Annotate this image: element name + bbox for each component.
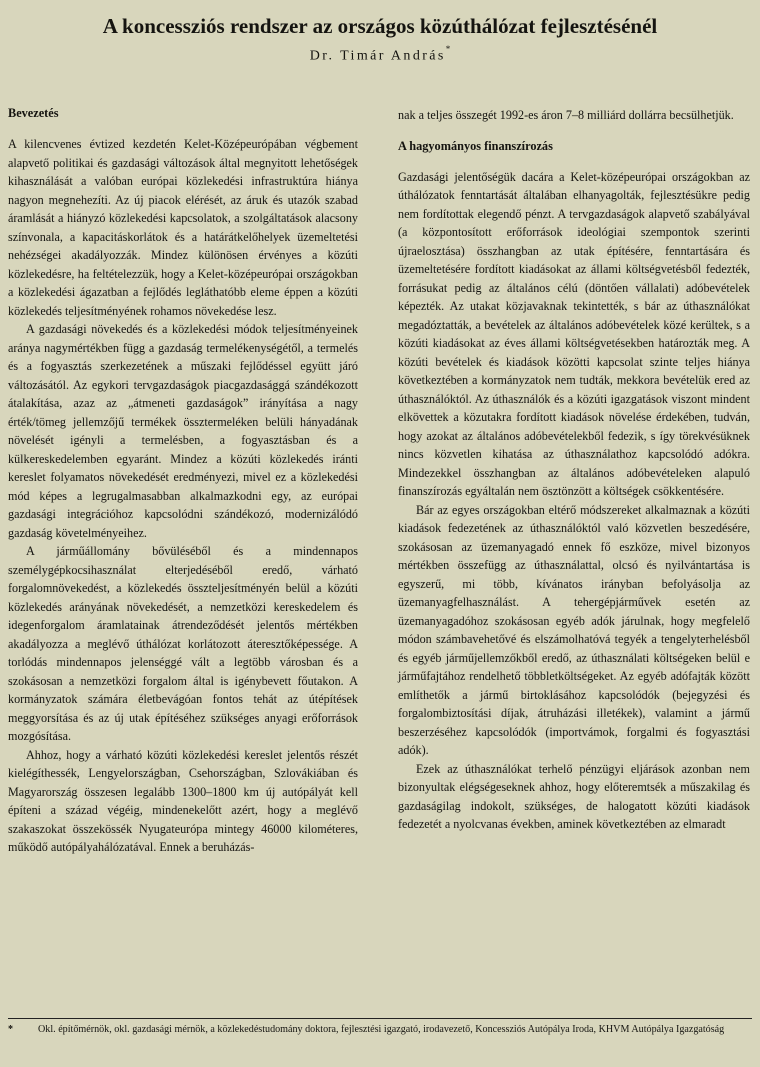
footnote-text: Okl. építőmérnök, okl. gazdasági mérnök, a közlekedéstudomány doktora, fejlesztési igazgató, irodavezető, Koncessziós Autópálya Iroda, KHVM Autópálya Igazgatóság xyxy=(38,1024,725,1035)
paragraph: A kilencvenes évtized kezdetén Kelet-Középeurópában végbement alapvető politikai és gazdasági változások által megnyitott lehetőségek kihasználását a valóban európai közlekedési infrastruktúra hiánya nagyon megnehezíti. Az új piacok elérését, az áruk és utazók szabad áramlását a hiányzó közlekedési kapcsolatok, a szolgáltatások alacsony színvonala, a kapacitáskorlátok és a határátkelőhelyek üzemeltetési nehézségei akadályozzák. Mindez különösen érvényes a közúti közlekedésre, ha feltételezzük, hogy a Kelet-középeurópai országokban a közlekedési ágazatban a fejlődés legláthatóbb eleme éppen a közúti közlekedés teljesítményének rohamos növekedése lesz. xyxy=(8,137,358,318)
paragraph: A gazdasági növekedés és a közlekedési módok teljesítményeinek aránya nagymértékben függ a gazdaság termelékenységétől, a termelés és a fogyasztás szerkezetének a műszaki fejlődéssel együtt járó változásától. Az egykori tervgazdaságok piacgazdasággá szándékozott átalakítása, azaz az „átmeneti gazdaságok” irányítása a nagy érték/tömeg jellemzőjű termékek össztermeléken belüli hányadának növelését igényli a termelésben, a fogyasztásban és a külkereskedelemben egyaránt. Mindez a közúti közlekedés iránti kereslet folyamatos növekedését eredményezi, mivel ez a közlekedési mód képes a legrugalmasabban alkalmazkodni egy, az európai gazdasági integrációhoz kapcsolódni szándékozó, modernizálódó gazdaság követelményeihez. xyxy=(8,322,358,540)
paragraph: Bár az egyes országokban eltérő módszereket alkalmaznak a közúti kiadások fedezetének az úthasználóktól való közvetlen beszedésére, szokásosan az üzemanyagadó ennek fő eszköze, mivel bizonyos mértékben összefügg az úthasználattal, olcsó és nyilvántartása is egyszerű, mi több, kívánatos irányban befolyásolja az üzemanyagfelhasználást. A tehergépjárművek esetén az üzemanyagadóhoz szokásosan egyéb adók járulnak, hogy megfelelő módon számbavehetővé és elszámolhatóvá tegyék a tengelyterhelésből és egyéb járműjellemzőkből eredő, az úthasználati költségeken belül e járműfajtához rendelhető többletköltségeket. Az egyéb adófajták között említhetők a jármű birtoklásához kapcsolódók (bejegyzési és forgalombiztosítási díjak, átruházási illetékek), valamint a jármű beszerzéséhez kapcsolódók (importvámok, forgalmi és fogyasztási adók). xyxy=(398,502,750,757)
paragraph: Gazdasági jelentőségük dacára a Kelet-középeurópai országokban az úthálózatok fenntartását általában elhanyagolták, fejlesztésükre pedig nem fordítottak elegendő pénzt. A tervgazdaságok alapvető szabályával (a központosított erőforrások ideológiai szempontok szerinti újraelosztása) összhangban az utak építésére, fenntartására és üzemeltetésére fordított kiadásokat az állami költségvetésből fedezték, forrásukat pedig az általános célú (döntően vállalati) adóbevételek képezték. Az utakat közjavaknak tekintették, s bár az úthasználókat megadóztatták, a bevételek az általános adóbevételek közé kerültek, s a közúti kiadásokat az éves állami költségvetésekben határozták meg. A közúti bevételek és kiadások közötti kapcsolat szinte teljes hiánya következtében a kormányzatok nem tudták, mekkora bevételük ered az úthasználóktól. Az úthasználók és a közúti igazgatások viszont mindent elkövettek a közutakra fordított kiadások növelése érdekében, tudván, hogy azokat az általános adóbevételekből fedezik, s így törekvésüknek nincs közvetlen kihatása az úthasználathoz kapcsolódó adókra. Mindezekkel összhangban az általános adóbevételeken alapuló finanszírozás egyáltalán nem ösztönzött a költségek csökkentésére. xyxy=(398,169,750,498)
paragraph-part-b: nak a teljes összegét 1992-es áron 7–8 milliárd dollárra becsülhetjük. xyxy=(398,108,734,122)
section-heading-finanszirozas: A hagyományos finanszírozás xyxy=(398,138,553,153)
paragraph-split-end xyxy=(398,106,750,125)
paragraph: A járműállomány bővüléséből és a mindennapos személygépkocsihasználat elterjedéséből eredő, várható forgalomnövekedést, a közlekedés összteljesítményén belül a közúti közlekedés arányának növekedését, a nemzetközi kereskedelem és idegenforgalom áramlatainak átrendeződését jelentős mértékben akadályozza a meglévő úthálózat korlátozott áteresztőképessége. A torlódás mindennapos jelenséggé vált a legtöbb városban és a szokásosan a nemzetközi forgalom által is igénybevett főutakon. A kormányzatok számára életbevágóan fontos tehát az útépítések meggyorsítása és az új utak építéséhez szükséges anyagi erőforrások mozgósítása. xyxy=(8,544,358,743)
footnote xyxy=(8,1022,752,1037)
right-column xyxy=(398,106,750,834)
section-heading-bevezetes: Bevezetés xyxy=(8,106,59,120)
paragraph: Ezek az úthasználókat terhelő pénzügyi eljárások azonban nem bizonyultak elégségeseknek ahhoz, hogy előteremtsék a műszakilag és gazdaságilag indokolt, szükséges, de halogatott közúti kiadások fedezetét a nyolcvanas években, aminek következtében az elmaradt xyxy=(398,761,750,831)
author-name: Dr. Timár András xyxy=(309,48,446,64)
paragraph-part-a: Ahhoz, hogy a várható közúti közlekedési kereslet jelentős részét kielégíthessék, Lengyelországban, Csehországban, Szlovákiában és Magyarország összesen legalább 1300–1800 km új autópályát kell építeni a század végéig, mindenekelőtt azért, hogy a meglévő szakaszokat összekössék Nyugateurópa mintegy 46000 kilométeres, működő autópályahálózatával. Ennek a beruházás- xyxy=(8,747,358,854)
article-title: A koncessziós rendszer az országos közúthálózat fejlesztésénél xyxy=(102,14,658,38)
author-line xyxy=(0,46,760,65)
author-footnote-mark: * xyxy=(445,44,451,54)
footnote-rule xyxy=(8,1018,752,1019)
left-column xyxy=(8,106,358,857)
footnote-mark: * xyxy=(8,1024,14,1035)
paragraph-split-start xyxy=(8,746,358,857)
